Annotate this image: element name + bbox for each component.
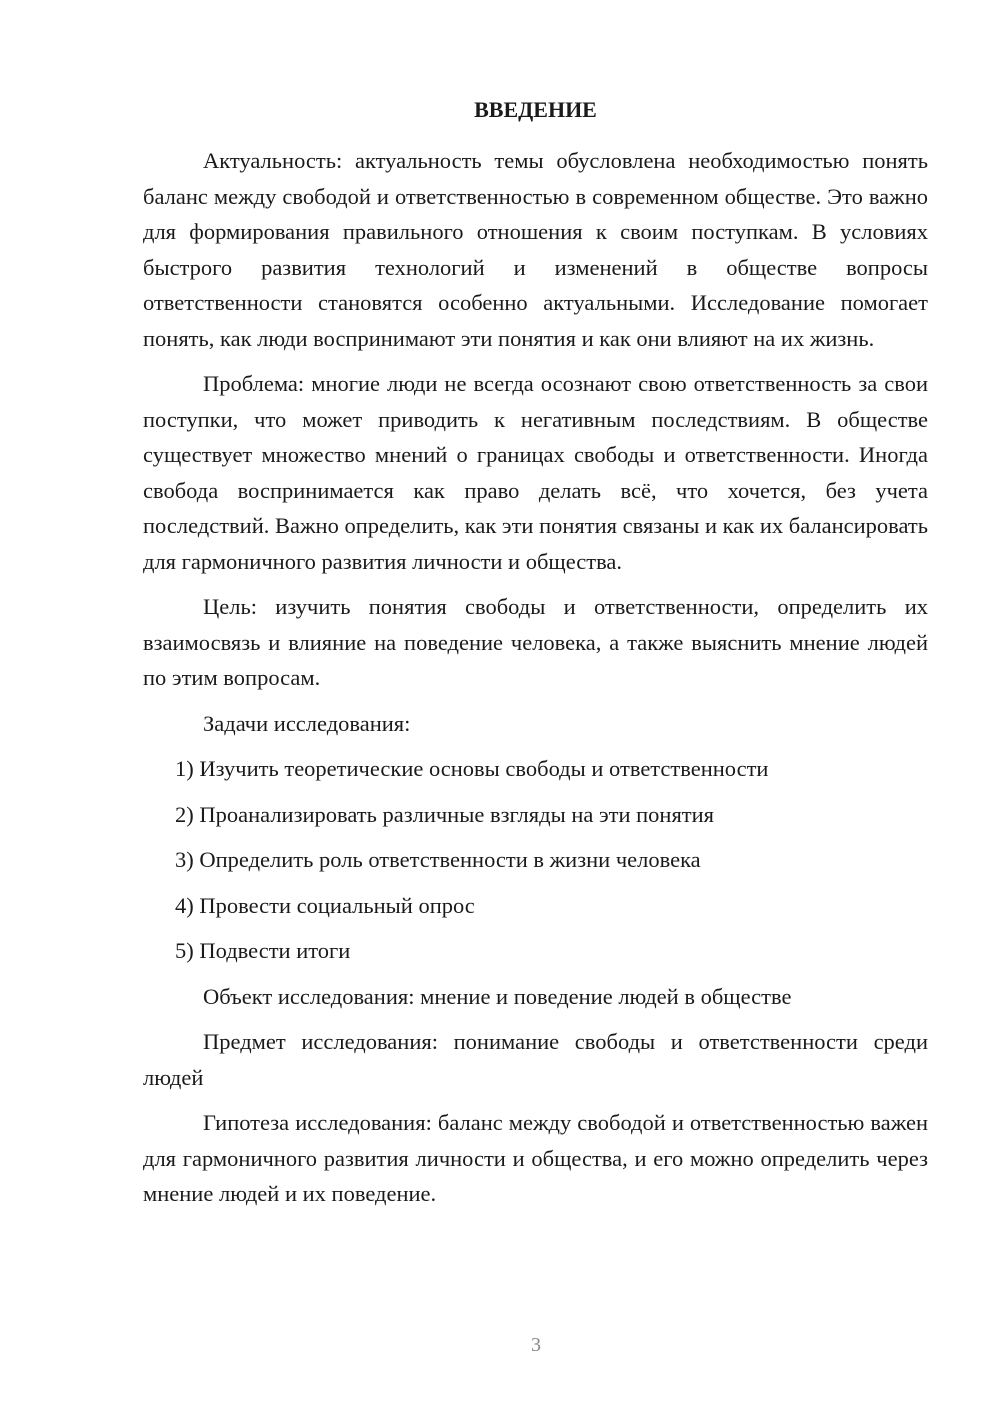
task-item: 1) Изучить теоретические основы свободы и ответственности — [175, 756, 769, 781]
page-number: 3 — [531, 1334, 541, 1356]
task-item: 5) Подвести итоги — [175, 938, 351, 963]
tasks-list — [143, 751, 928, 969]
goal-paragraph: Цель: изучить понятия свободы и ответственности, определить их взаимосвязь и влияние на поведение человека, а также выяснить мнение людей по этим вопросам. — [143, 594, 928, 690]
relevance-paragraph: Актуальность: актуальность темы обусловлена необходимостью понять баланс между свободой и ответственностью в современном обществе. Это важно для формирования правильного отношения к своим поступкам. В условиях быстрого развития технологий и изменений в обществе вопросы ответственности становятся особенно актуальными. Исследование помогает понять, как люди воспринимают эти понятия и как они влияют на их жизнь. — [143, 148, 928, 351]
tasks-heading: Задачи исследования: — [203, 710, 411, 736]
problem-paragraph: Проблема: многие люди не всегда осознают свою ответственность за свои поступки, что может приводить к негативным последствиям. В обществе существует множество мнений о границах свободы и ответственности. Иногда свобода воспринимается как право делать всё, что хочется, без учета последствий. Важно определить, как эти понятия связаны и как их балансировать для гармоничного развития личности и общества. — [143, 371, 928, 574]
document-page — [143, 92, 928, 1222]
object-paragraph: Объект исследования: мнение и поведение людей в обществе — [203, 983, 792, 1009]
hypothesis-paragraph: Гипотеза исследования: баланс между свободой и ответственностью важен для гармоничного развития личности и общества, и его можно определить через мнение людей и их поведение. — [143, 1110, 928, 1206]
task-item: 4) Провести социальный опрос — [175, 892, 475, 918]
task-item: 3) Определить роль ответственности в жизни человека — [175, 847, 701, 872]
task-item: 2) Проанализировать различные взгляды на эти понятия — [175, 801, 715, 827]
subject-paragraph: Предмет исследования: понимание свободы и ответственности среди людей — [143, 1029, 928, 1090]
section-title: ВВЕДЕНИЕ — [474, 97, 597, 122]
